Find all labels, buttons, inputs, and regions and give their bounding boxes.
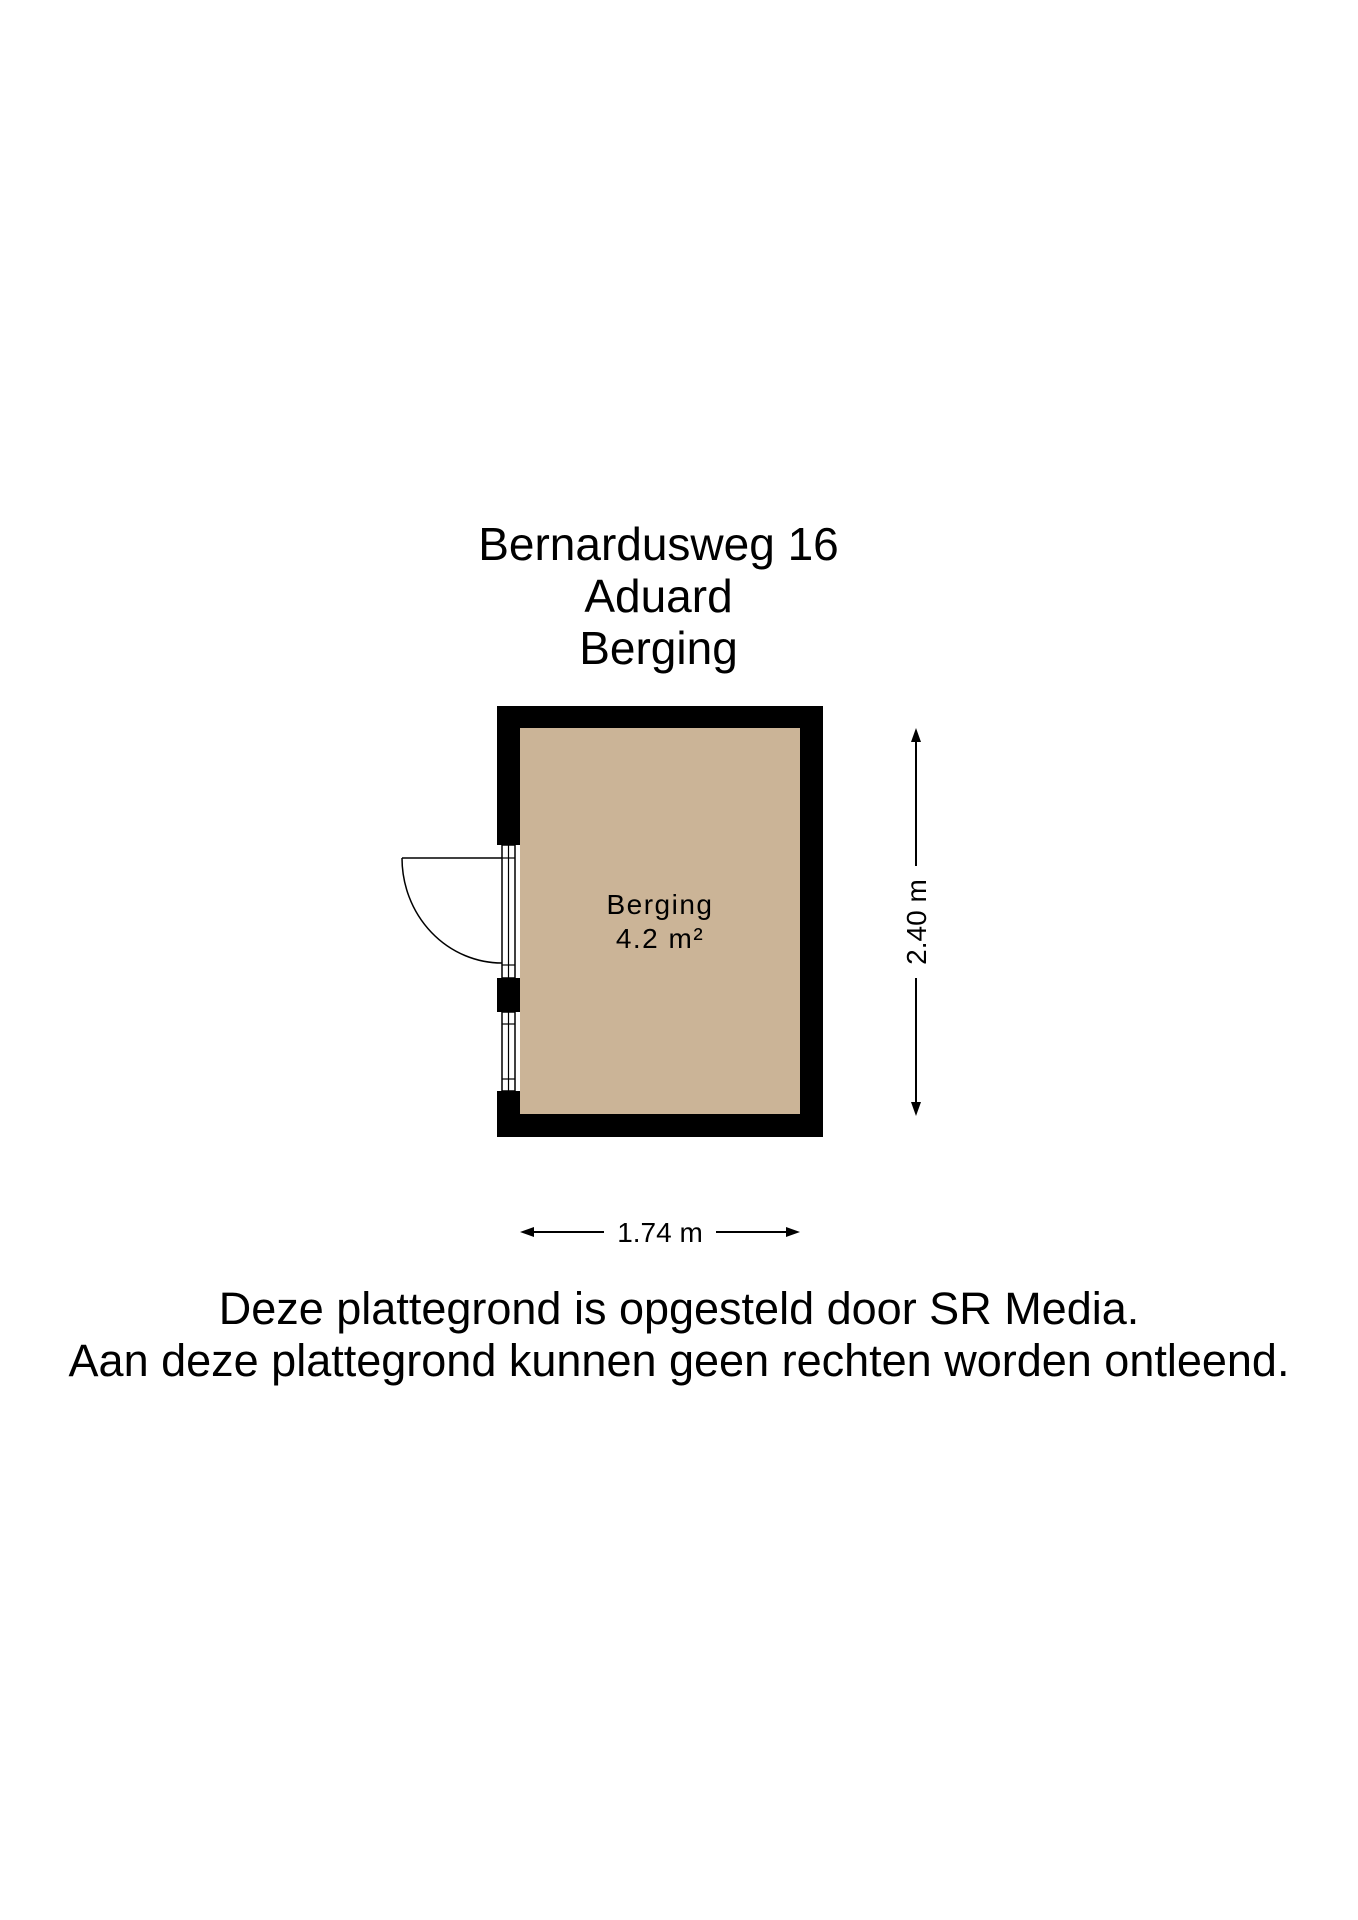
arrow-right-icon [786,1227,800,1237]
disclaimer-line-2: Aan deze plattegrond kunnen geen rechten worden ontleend. [68,1335,1290,1386]
wall-bottom [497,1114,823,1137]
wall-left-upper [497,706,520,845]
wall-left-lower [497,1091,520,1137]
room-floor [520,728,800,1114]
disclaimer [0,1283,1358,1387]
arrow-left-icon [520,1227,534,1237]
room-area-label: 4.2 m² [615,923,705,954]
wall-top [497,706,823,728]
door [402,845,515,978]
address-title: Bernardusweg 16 [478,518,839,570]
window [502,1012,515,1091]
arrow-up-icon [911,728,921,742]
height-dimension [901,728,932,1116]
door-swing-arc [402,858,502,963]
arrow-down-icon [911,1102,921,1116]
city-title: Aduard [584,570,733,622]
width-dimension [520,1217,800,1248]
wall-left-middle [497,978,520,1012]
room-name-label: Berging [606,889,714,920]
floor-title: Berging [579,622,738,674]
wall-right [800,706,823,1137]
disclaimer-line-1: Deze plattegrond is opgesteld door SR Media. [218,1283,1140,1334]
height-label: 2.40 m [901,879,932,965]
width-label: 1.74 m [617,1217,703,1248]
